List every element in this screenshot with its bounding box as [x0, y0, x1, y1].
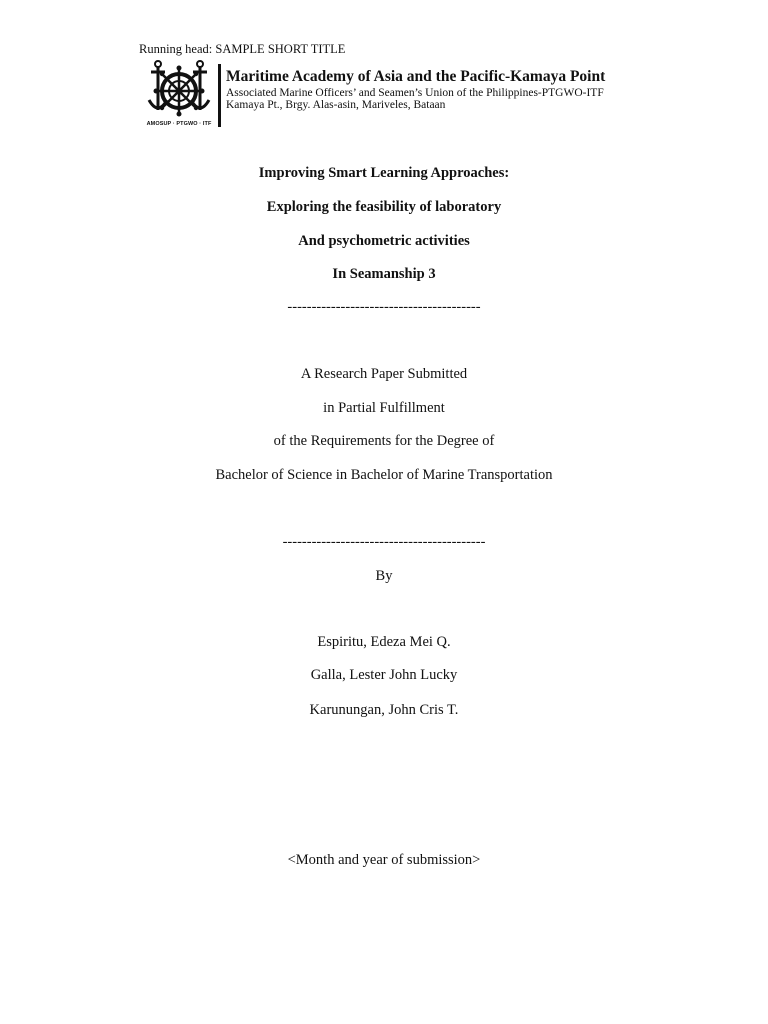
separator-top: ---------------------------------------- [287, 299, 481, 315]
letterhead [144, 60, 664, 130]
submission-line-2: in Partial Fulfillment [323, 400, 445, 416]
title-line-1: Improving Smart Learning Approaches: [258, 165, 510, 181]
institution-address: Kamaya Pt., Brgy. Alas-asin, Mariveles, Bataan [226, 99, 446, 111]
title-line-3: And psychometric activities [298, 233, 470, 249]
author-1: Espiritu, Edeza Mei Q. [317, 634, 451, 650]
separator-bottom: ------------------------------------------ [282, 534, 486, 550]
institution-name: Maritime Academy of Asia and the Pacific-Kamaya Point [226, 68, 606, 85]
author-3: Karunungan, John Cris T. [309, 702, 459, 718]
anchor-wheel-emblem-icon [144, 60, 214, 122]
logo-caption: AMOSUP · PTGWO · ITF [146, 121, 212, 127]
academy-logo [144, 60, 214, 128]
submission-line-1: A Research Paper Submitted [300, 366, 468, 382]
submission-date-placeholder: <Month and year of submission> [287, 852, 481, 868]
author-2: Galla, Lester John Lucky [310, 667, 458, 683]
letterhead-divider [218, 64, 221, 127]
degree-line: Bachelor of Science in Bachelor of Marine Transportation [215, 467, 553, 483]
submission-line-3: of the Requirements for the Degree of [273, 433, 495, 449]
title-line-4: In Seamanship 3 [332, 266, 436, 282]
running-head: Running head: SAMPLE SHORT TITLE [139, 42, 346, 56]
union-name: Associated Marine Officers’ and Seamen’s Union of the Philippines-PTGWO-ITF [226, 87, 604, 99]
by-label: By [375, 568, 393, 584]
title-line-2: Exploring the feasibility of laboratory [266, 199, 502, 215]
